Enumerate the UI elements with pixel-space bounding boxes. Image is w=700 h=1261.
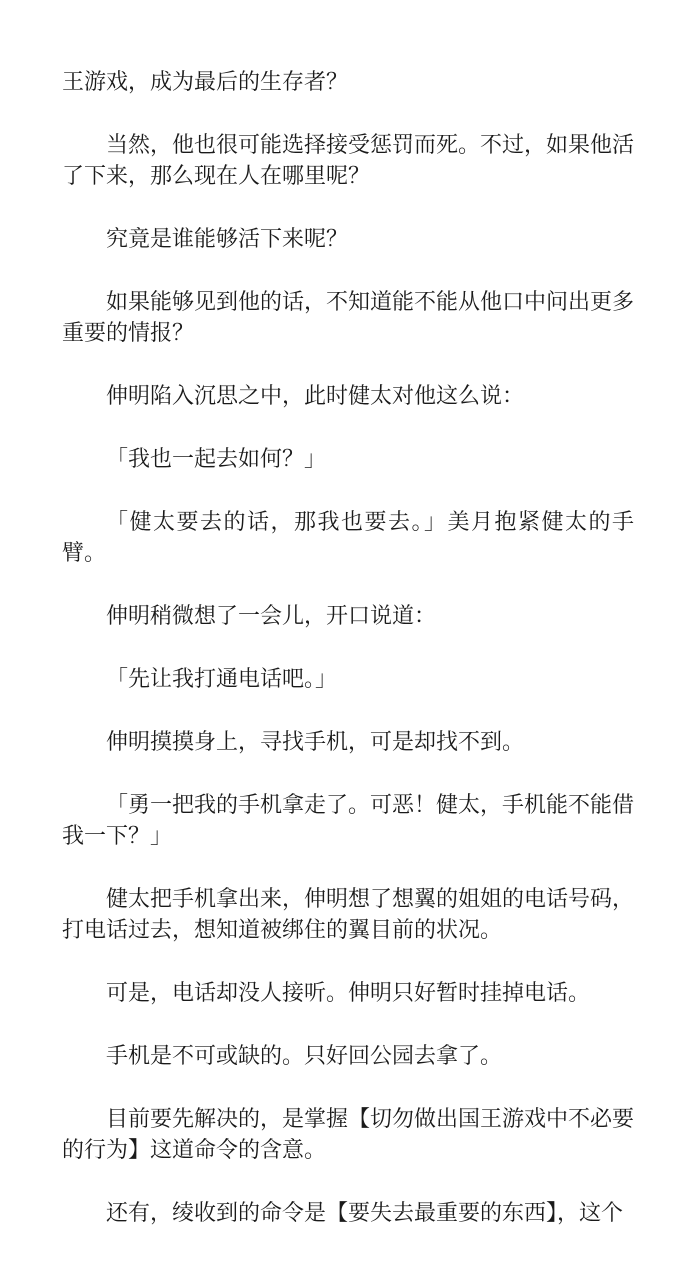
paragraph: 王游戏，成为最后的生存者？ (62, 70, 349, 95)
dialogue-paragraph: 「先让我打通电话吧。」 (106, 667, 338, 692)
paragraph: 究竟是谁能够活下来呢？ (106, 227, 349, 252)
document-page (62, 67, 634, 1261)
paragraph: 伸明稍微想了一会儿，开口说道： (106, 604, 437, 629)
paragraph: 伸明陷入沉思之中，此时健太对他这么说： (106, 384, 525, 409)
paragraph: 当然，他也很可能选择接受惩罚而死。不过，如果他活了下来，那么现在人在哪里呢？ (62, 133, 635, 189)
dialogue-paragraph: 「勇一把我的手机拿走了。可恶！健太，手机能不能借我一下？」 (62, 793, 635, 849)
dialogue-paragraph: 「我也一起去如何？」 (106, 447, 327, 472)
paragraph: 还有，绫收到的命令是【要失去最重要的东西】，这个 (106, 1201, 624, 1226)
paragraph: 手机是不可或缺的。只好回公园去拿了。 (106, 1044, 503, 1069)
paragraph: 如果能够见到他的话，不知道能不能从他口中问出更多重要的情报？ (62, 290, 635, 346)
paragraph: 目前要先解决的，是掌握【切勿做出国王游戏中不必要的行为】这道命令的含意。 (62, 1107, 635, 1163)
paragraph: 可是，电话却没人接听。伸明只好暂时挂掉电话。 (106, 981, 591, 1006)
paragraph: 伸明摸摸身上，寻找手机，可是却找不到。 (106, 730, 525, 755)
paragraph: 健太把手机拿出来，伸明想了想翼的姐姐的电话号码，打电话过去，想知道被绑住的翼目前的状况。 (62, 887, 635, 943)
dialogue-paragraph: 「健太要去的话，那我也要去。」美月抱紧健太的手臂。 (62, 510, 634, 566)
